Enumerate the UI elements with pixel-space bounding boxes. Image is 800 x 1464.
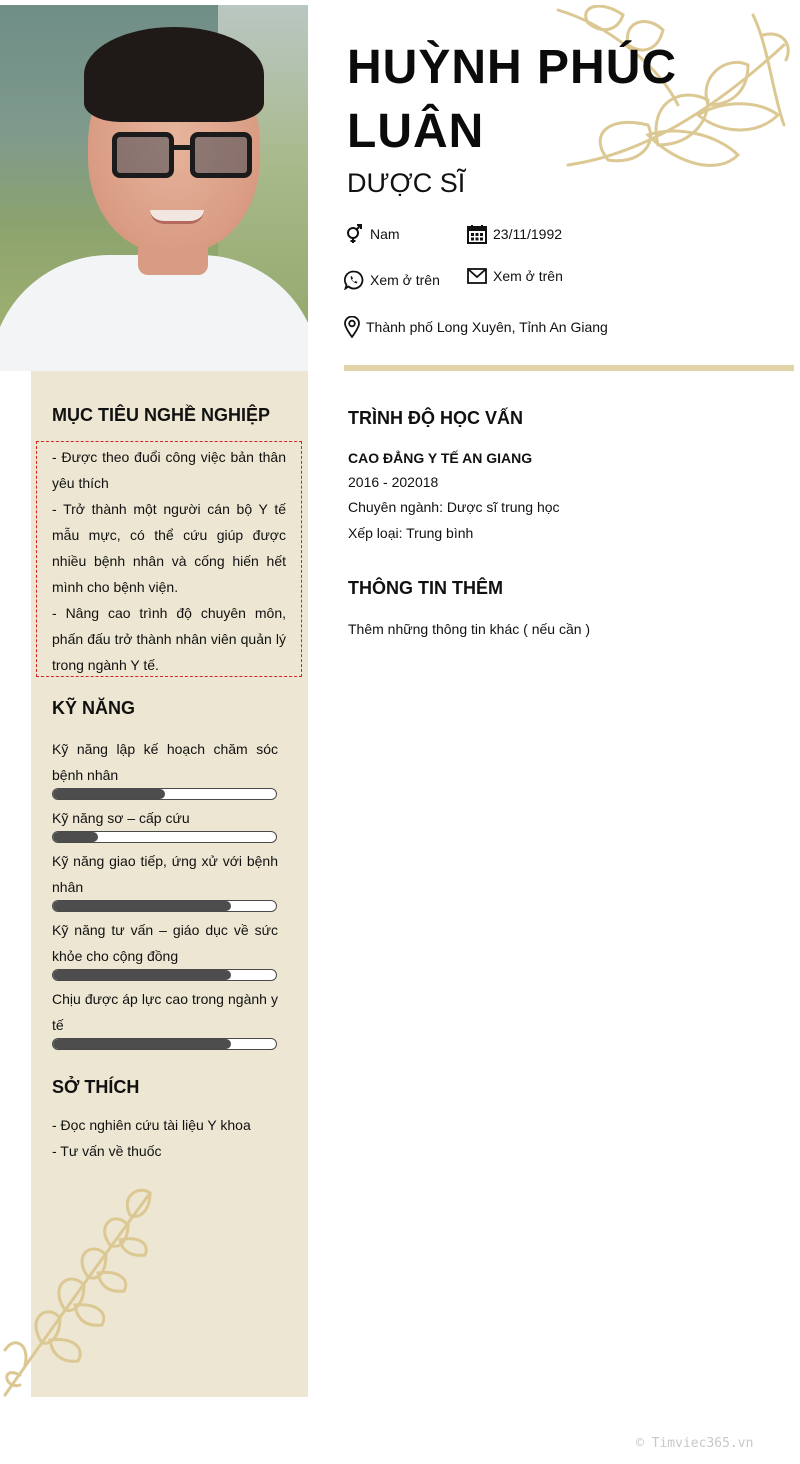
skill-bar xyxy=(52,969,277,981)
job-title: DƯỢC SĨ xyxy=(347,168,466,198)
objective-line: - Nâng cao trình độ chuyên môn, phấn đấu trở thành nhân viên quản lý trong ngành Y tế. xyxy=(52,605,286,673)
skill-name: Chịu được áp lực cao trong ngành y tế xyxy=(52,991,278,1033)
skill-item xyxy=(52,736,278,800)
skill-name: Kỹ năng giao tiếp, ứng xử với bệnh nhân xyxy=(52,853,278,895)
birthday-info xyxy=(467,224,562,244)
skill-name: Kỹ năng tư vấn – giáo dục về sức khỏe cho cộng đồng xyxy=(52,922,278,964)
skill-name: Kỹ năng lập kế hoạch chăm sóc bệnh nhân xyxy=(52,741,278,783)
phone-info xyxy=(344,270,440,290)
header-divider xyxy=(344,365,794,371)
skill-item xyxy=(52,917,278,981)
skills-title: KỸ NĂNG xyxy=(52,698,136,718)
email-info xyxy=(467,268,563,284)
profile-photo xyxy=(0,5,308,371)
gender-value: Nam xyxy=(370,226,400,242)
address-info xyxy=(344,316,608,338)
education-title: TRÌNH ĐỘ HỌC VẤN xyxy=(348,408,523,428)
objective-line: - Được theo đuổi công việc bản thân yêu thích xyxy=(52,449,286,491)
gender-icon xyxy=(344,224,364,244)
leaf-decoration-bottom xyxy=(0,1185,160,1400)
skill-bar-fill xyxy=(53,789,165,799)
education-grade: Xếp loại: Trung bình xyxy=(348,525,474,541)
hobby-item: - Tư vấn về thuốc xyxy=(52,1143,162,1159)
objective-line: - Trở thành một người cán bộ Y tế mẫu mực, có thể cứu giúp được nhiều bệnh nhân và cống hiến hết mình cho bệnh viện. xyxy=(52,501,286,595)
skill-bar-fill xyxy=(53,1039,231,1049)
education-school: CAO ĐẲNG Y TẾ AN GIANG xyxy=(348,450,533,466)
skill-item xyxy=(52,848,278,912)
extra-title: THÔNG TIN THÊM xyxy=(348,578,503,598)
objective-title: MỤC TIÊU NGHỀ NGHIỆP xyxy=(52,405,271,425)
whatsapp-icon xyxy=(344,270,364,290)
candidate-name: HUỲNH PHÚC LUÂN xyxy=(347,41,678,158)
skill-bar-fill xyxy=(53,970,231,980)
skill-bar-fill xyxy=(53,901,231,911)
hobbies-title: SỞ THÍCH xyxy=(52,1077,140,1097)
skill-bar-fill xyxy=(53,832,98,842)
email-value: Xem ở trên xyxy=(493,268,563,284)
extra-text: Thêm những thông tin khác ( nếu cần ) xyxy=(348,621,591,637)
skill-name: Kỹ năng sơ – cấp cứu xyxy=(52,810,190,826)
skill-bar xyxy=(52,831,277,843)
address-value: Thành phố Long Xuyên, Tỉnh An Giang xyxy=(366,319,608,335)
hobby-item: - Đọc nghiên cứu tài liệu Y khoa xyxy=(52,1117,251,1133)
objective-box xyxy=(36,441,302,677)
skill-bar xyxy=(52,788,277,800)
gender-info xyxy=(344,224,400,244)
education-period: 2016 - 202018 xyxy=(348,474,439,490)
mail-icon xyxy=(467,268,487,284)
skill-bar xyxy=(52,900,277,912)
phone-value: Xem ở trên xyxy=(370,272,440,288)
skill-item xyxy=(52,986,278,1050)
birthday-value: 23/11/1992 xyxy=(493,226,563,242)
education-major: Chuyên ngành: Dược sĩ trung học xyxy=(348,499,560,515)
calendar-icon xyxy=(467,224,487,244)
skill-item xyxy=(52,805,278,843)
watermark: © Timviec365.vn xyxy=(636,1436,754,1451)
location-icon xyxy=(344,316,360,338)
skill-bar xyxy=(52,1038,277,1050)
